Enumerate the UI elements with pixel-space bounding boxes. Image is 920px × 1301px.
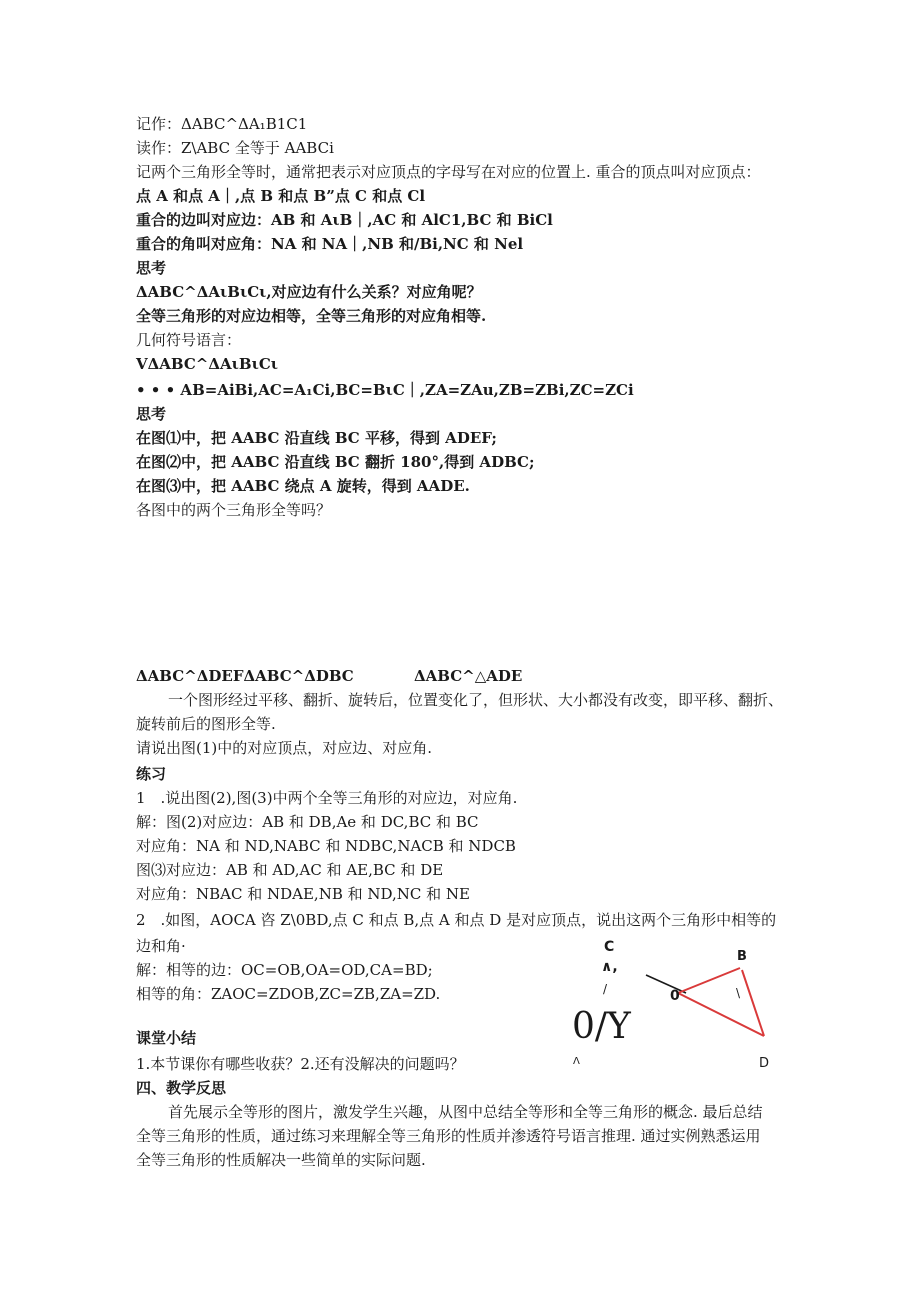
figure-label-o: 0 bbox=[670, 988, 680, 1004]
heading-think-2: 思考 bbox=[136, 405, 167, 423]
figure-label-a: Λ bbox=[573, 1056, 580, 1067]
text-line-equal-angles: 相等的角：ZAOC=ZDOB,ZC=ZB,ZA=ZD. bbox=[136, 985, 441, 1003]
text-line-symbol-lang: 几何符号语言： bbox=[136, 331, 242, 349]
text-line-reading: 读作：Z\ABC 全等于 AABCi bbox=[136, 139, 334, 157]
text-line-angles: 重合的角叫对应角：NA 和 NA｜,NB 和/Bi,NC 和 Nel bbox=[136, 235, 524, 253]
figure-label-slash: / bbox=[603, 982, 608, 996]
heading-reflection: 四、教学反思 bbox=[136, 1079, 227, 1097]
text-line-vertices: 点 A 和点 A｜,点 B 和点 B”点 C 和点 Cl bbox=[136, 187, 426, 205]
text-line-answer-fig3-angles: 对应角：NBAC 和 NDAE,NB 和 ND,NC 和 NE bbox=[136, 885, 470, 903]
text-line-property: 全等三角形的对应边相等，全等三角形的对应角相等. bbox=[136, 307, 487, 325]
text-line-reflection-1: 首先展示全等形的图片，激发学生兴趣，从图中总结全等形和全等三角形的概念. 最后总结 bbox=[168, 1103, 763, 1121]
heading-summary: 课堂小结 bbox=[136, 1029, 197, 1047]
figure-label-d: D bbox=[759, 1056, 770, 1071]
text-line-equal-sides: 解：相等的边：OC=OB,OA=OD,CA=BD; bbox=[136, 961, 433, 979]
text-line-flip: 在图⑵中，把 AABC 沿直线 BC 翻折 180°,得到 ADBC; bbox=[136, 453, 535, 471]
figure-label-c: C bbox=[604, 939, 615, 955]
heading-practice: 练习 bbox=[136, 765, 167, 783]
text-line-question: ΔABC^ΔAιBιCι,对应边有什么关系？对应角呢？ bbox=[136, 283, 482, 301]
heading-think-1: 思考 bbox=[136, 259, 167, 277]
text-line-rotate: 在图⑶中，把 AABC 绕点 A 旋转，得到 AADE. bbox=[136, 477, 470, 495]
congruent-triangles-figure bbox=[566, 938, 786, 1076]
text-line-reflection-2: 全等三角形的性质，通过练习来理解全等三角形的性质并渗透符号语言推理. 通过实例熟悉运用 bbox=[136, 1127, 761, 1145]
text-line-exercise-2: 2 .如图，AOCA 咨 Z\0BD,点 C 和点 B,点 A 和点 D 是对应顶点，说出这两个三角形中相等的 bbox=[136, 911, 777, 929]
text-line-exercise-2-cont: 边和角· bbox=[136, 937, 186, 955]
text-line-translate: 在图⑴中，把 AABC 沿直线 BC 平移，得到 ADEF; bbox=[136, 429, 497, 447]
text-line-reflection-3: 全等三角形的性质解决一些简单的实际问题. bbox=[136, 1151, 426, 1169]
text-line-therefore: • • • AB=AiBi,AC=A₁Ci,BC=BιC｜,ZA=ZAu,ZB=ZBi,ZC=ZCi bbox=[136, 381, 634, 399]
text-line-answer-fig2-angles: 对应角：NA 和 ND,NABC 和 NDBC,NACB 和 NDCB bbox=[136, 837, 516, 855]
text-line-sides: 重合的边叫对应边：AB 和 AιB｜,AC 和 AlC1,BC 和 BiCl bbox=[136, 211, 553, 229]
text-line-fig1-question: 请说出图(1)中的对应顶点，对应边、对应角. bbox=[136, 739, 433, 757]
text-line-exercise-1: 1 .说出图(2),图(3)中两个全等三角形的对应边，对应角. bbox=[136, 789, 518, 807]
text-line-vertex-intro: 记两个三角形全等时，通常把表示对应顶点的字母写在对应的位置上. 重合的顶点叫对应顶点： bbox=[136, 163, 761, 181]
figure-label-b: B bbox=[737, 949, 747, 964]
figure-label-tick: \ bbox=[736, 986, 741, 1000]
text-line-answer-fig3-sides: 图⑶对应边：AB 和 AD,AC 和 AE,BC 和 DE bbox=[136, 861, 444, 879]
figure-label-large: 0/Y bbox=[572, 1006, 631, 1047]
text-line-congruent-question: 各图中的两个三角形全等吗？ bbox=[136, 501, 332, 519]
figure-label-c-mark: ∧, bbox=[601, 959, 618, 975]
text-line-answer-fig2-sides: 解：图(2)对应边：AB 和 DB,Ae 和 DC,BC 和 BC bbox=[136, 813, 479, 831]
figure-line-co bbox=[646, 975, 686, 993]
caption-fig-3: ΔABC^△ADE bbox=[414, 667, 523, 685]
text-line-transform-1: 一个图形经过平移、翻折、旋转后，位置变化了，但形状、大小都没有改变，即平移、翻折、 bbox=[168, 691, 784, 709]
text-line-summary-questions: 1.本节课你有哪些收获？2.还有没解决的问题吗？ bbox=[136, 1055, 465, 1073]
text-line-transform-2: 旋转前后的图形全等. bbox=[136, 715, 276, 733]
caption-fig-1-2: ΔABC^ΔDEFΔABC^ΔDBC bbox=[136, 667, 354, 685]
text-line-because: VΔABC^ΔAιBιCι bbox=[136, 355, 279, 373]
figure-line-ob bbox=[678, 968, 740, 993]
text-line-notation: 记作：ΔABC^ΔA₁B1C1 bbox=[136, 115, 308, 133]
